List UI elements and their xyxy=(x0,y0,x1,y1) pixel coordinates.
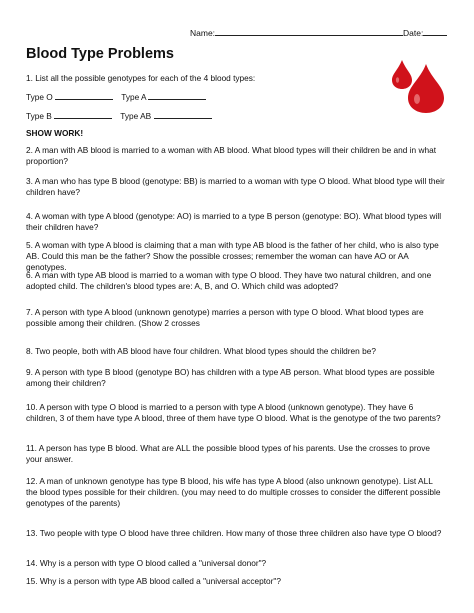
question-4: 4. A woman with type A blood (genotype: AO) is married to a type B person (genotype: BO). What blood types will their children have? xyxy=(26,211,442,233)
date-blank xyxy=(423,26,447,36)
type-o-blank xyxy=(55,90,113,100)
question-10: 10. A person with type O blood is married to a person with type A blood (unknown genotype). They have 6 children, 3 of them have type A blood, three of them have type O blood. What is the genotype of the two parents? xyxy=(26,402,441,424)
question-15: 15. Why is a person with type AB blood called a "universal acceptor"? xyxy=(26,576,281,586)
type-ab-blank xyxy=(154,109,212,119)
question-3: 3. A man who has type B blood (genotype: BB) is married to a woman with type O blood. What blood type will their children have? xyxy=(26,176,445,198)
type-a-blank xyxy=(148,90,206,100)
type-o-label: Type O xyxy=(26,92,53,102)
name-label: Name: xyxy=(190,28,216,38)
question-13: 13. Two people with type O blood have three children. How many of those three children also have type O blood? xyxy=(26,528,442,538)
type-a-label: Type A xyxy=(121,92,147,102)
question-12: 12. A man of unknown genotype has type B blood, his wife has type A blood (also unknown genotype). List ALL the blood types possible for their children. (you may need to do multiple crosses to consider the different possible genotypes of the parents) xyxy=(26,476,441,509)
question-1: 1. List all the possible genotypes for each of the 4 blood types: xyxy=(26,73,256,83)
type-ab-label: Type AB xyxy=(120,111,152,121)
genotype-row-1 xyxy=(26,90,212,102)
date-label: Date: xyxy=(403,28,424,38)
question-8: 8. Two people, both with AB blood have four children. What blood types should the children be? xyxy=(26,346,376,356)
blood-drops-icon xyxy=(388,58,450,114)
question-9: 9. A person with type B blood (genotype BO) has children with a type AB person. What blood types are possible among their children? xyxy=(26,367,435,389)
question-7: 7. A person with type A blood (unknown genotype) marries a person with type O blood. What blood types are possible among their children. (Show 2 crosses xyxy=(26,307,424,329)
question-6: 6. A man with type AB blood is married to a woman with type O blood. They have two natural children, and one adopted child. The children's blood types are: A, B, and O. Which child was adopted? xyxy=(26,270,432,292)
question-2: 2. A man with AB blood is married to a woman with AB blood. What blood types will their children be and in what proportion? xyxy=(26,145,436,167)
question-11: 11. A person has type B blood. What are ALL the possible blood types of his parents. Use the crosses to prove your answer. xyxy=(26,443,431,465)
question-14: 14. Why is a person with type O blood called a "universal donor"? xyxy=(26,558,267,568)
question-5: 5. A woman with type A blood is claiming that a man with type AB blood is the father of her child, who is also type AB. Could this man be the father? Show the possible crosses; remember the woman can have AO or AA genotypes. xyxy=(26,240,439,273)
name-date-line xyxy=(190,26,447,38)
type-b-label: Type B xyxy=(26,111,52,121)
page-title: Blood Type Problems xyxy=(26,46,174,62)
name-blank xyxy=(215,26,403,36)
genotype-row-2 xyxy=(26,109,218,121)
show-work-heading: SHOW WORK! xyxy=(26,128,84,138)
type-b-blank xyxy=(54,109,112,119)
